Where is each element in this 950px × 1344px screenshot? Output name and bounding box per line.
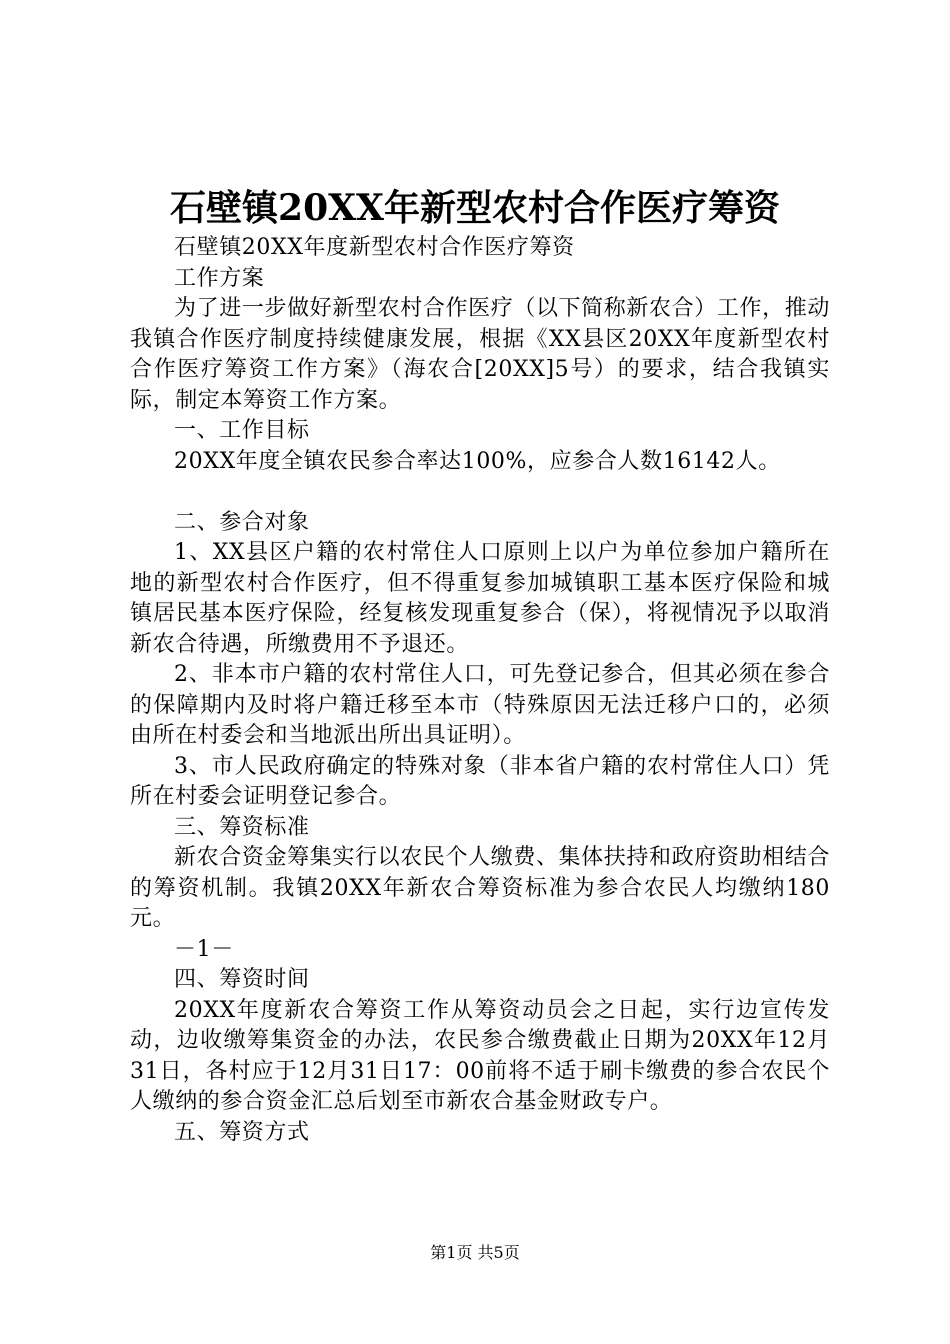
time-paragraph: 20XX年度新农合筹资工作从筹资动员会之日起，实行边宣传发动，边收缴筹集资金的办法，农民参合缴费截止日期为20XX年12月31日，各村应于12月31日17：00前将不适于刷卡缴费的参合农民个人缴纳的参合资金汇总后划至市新农合基金财政专户。 [130, 997, 830, 1114]
section-heading-method: 五、筹资方式 [174, 1119, 310, 1145]
document-body [130, 233, 830, 1148]
page-marker: －1－ [174, 936, 234, 962]
subtitle-line-2: 工作方案 [174, 265, 265, 291]
targets-item-2: 2、非本市户籍的农村常住人口，可先登记参合，但其必须在参合的保障期内及时将户籍迁移至本市（特殊原因无法迁移户口的，必须由所在村委会和当地派出所出具证明）。 [130, 662, 830, 748]
page-footer: 第1页 共5页 [430, 1243, 520, 1262]
goal-paragraph: 20XX年度全镇农民参合率达100%，应参合人数16142人。 [174, 448, 781, 474]
document-title: 石壁镇20XX年新型农村合作医疗筹资 [170, 187, 780, 229]
subtitle-line-1: 石壁镇20XX年度新型农村合作医疗筹资 [174, 235, 575, 260]
intro-paragraph: 为了进一步做好新型农村合作医疗（以下简称新农合）工作，推动我镇合作医疗制度持续健康发展，根据《XX县区20XX年度新型农村合作医疗筹资工作方案》（海农合[20XX]5号）的要求，结合我镇实际，制定本筹资工作方案。 [130, 296, 830, 413]
targets-item-3: 3、市人民政府确定的特殊对象（非本省户籍的农村常住人口）凭所在村委会证明登记参合。 [130, 753, 830, 809]
blank-line [130, 477, 830, 508]
targets-item-1: 1、XX县区户籍的农村常住人口原则上以户为单位参加户籍所在地的新型农村合作医疗，但不得重复参加城镇职工基本医疗保险和城镇居民基本医疗保险，经复核发现重复参合（保），将视情况予以取消新农合待遇，所缴费用不予退还。 [130, 540, 830, 657]
section-heading-targets: 二、参合对象 [174, 509, 310, 535]
standard-paragraph: 新农合资金筹集实行以农民个人缴费、集体扶持和政府资助相结合的筹资机制。我镇20XX年新农合筹资标准为参合农民人均缴纳180元。 [130, 845, 830, 931]
section-heading-time: 四、筹资时间 [174, 967, 310, 992]
section-heading-standard: 三、筹资标准 [174, 814, 310, 840]
section-heading-goal: 一、工作目标 [174, 418, 310, 443]
